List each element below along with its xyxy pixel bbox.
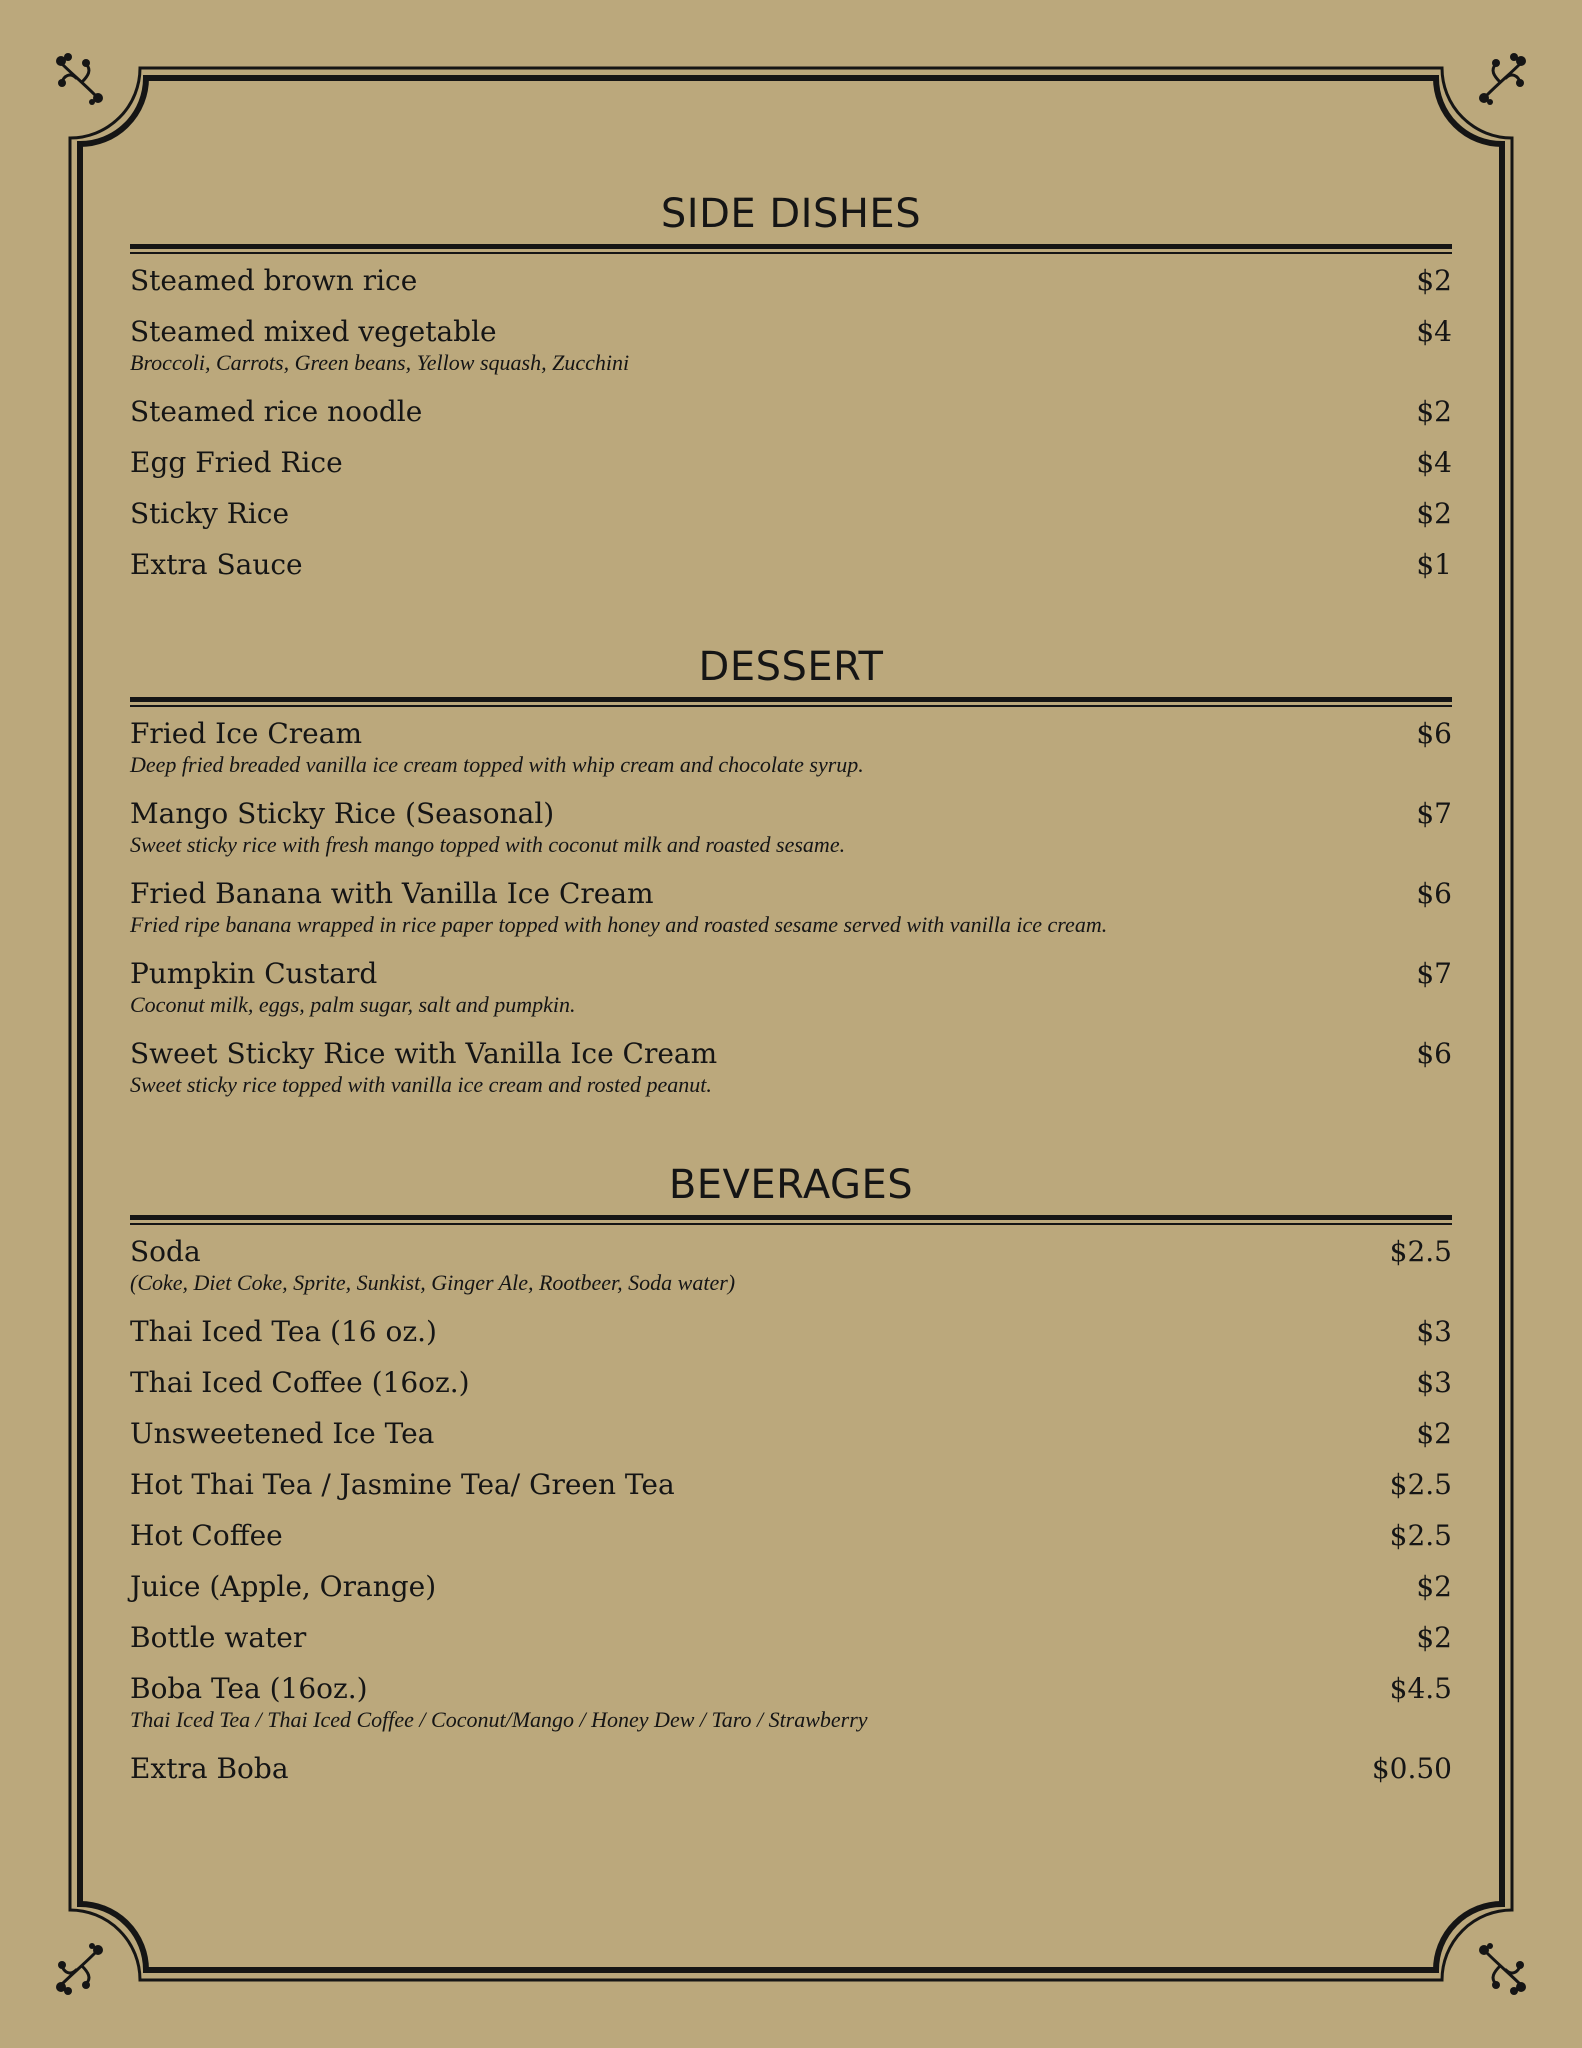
menu-item xyxy=(130,1417,1452,1450)
menu-item xyxy=(130,548,1452,581)
item-name: Steamed mixed vegetable xyxy=(130,315,497,348)
section-dessert xyxy=(130,643,1452,1099)
item-price: $2 xyxy=(1416,1417,1452,1450)
item-description: Fried ripe banana wrapped in rice paper topped with honey and roasted sesame served with vanilla ice cream. xyxy=(130,912,1108,937)
floral-corner-icon xyxy=(52,52,108,108)
item-price: $2.5 xyxy=(1389,1468,1452,1501)
menu-item xyxy=(130,877,1452,939)
item-name: Soda xyxy=(130,1235,201,1268)
item-description: (Coke, Diet Coke, Sprite, Sunkist, Ginger Ale, Rootbeer, Soda water) xyxy=(130,1270,736,1295)
item-price: $4 xyxy=(1416,446,1452,479)
item-price: $6 xyxy=(1416,1037,1452,1070)
item-name: Boba Tea (16oz.) xyxy=(130,1672,368,1705)
section-title: BEVERAGES xyxy=(668,1162,914,1208)
floral-corner-icon xyxy=(1474,52,1530,108)
item-description: Sweet sticky rice topped with vanilla ice cream and rosted peanut. xyxy=(130,1072,712,1097)
menu-item xyxy=(130,1315,1452,1348)
section-beverages xyxy=(130,1161,1452,1785)
menu-item xyxy=(130,1519,1452,1552)
item-description: Sweet sticky rice with fresh mango topped with coconut milk and roasted sesame. xyxy=(130,832,846,857)
item-name: Mango Sticky Rice (Seasonal) xyxy=(130,797,555,830)
item-name: Juice (Apple, Orange) xyxy=(130,1570,437,1603)
item-description: Deep fried breaded vanilla ice cream topped with whip cream and chocolate syrup. xyxy=(130,752,864,777)
item-name: Hot Coffee xyxy=(130,1519,283,1552)
item-price: $6 xyxy=(1416,717,1452,750)
item-name: Sweet Sticky Rice with Vanilla Ice Cream xyxy=(130,1037,718,1070)
item-price: $2 xyxy=(1416,264,1452,297)
menu-item xyxy=(130,315,1452,377)
menu-item xyxy=(130,1366,1452,1399)
item-description: Thai Iced Tea / Thai Iced Coffee / Coconut/Mango / Honey Dew / Taro / Strawberry xyxy=(130,1707,868,1732)
menu-item xyxy=(130,1570,1452,1603)
item-price: $6 xyxy=(1416,877,1452,910)
item-name: Fried Banana with Vanilla Ice Cream xyxy=(130,877,654,910)
item-description: Broccoli, Carrots, Green beans, Yellow squash, Zucchini xyxy=(130,350,630,375)
item-name: Unsweetened Ice Tea xyxy=(130,1417,435,1450)
section-divider xyxy=(130,1215,1452,1225)
item-price: $1 xyxy=(1416,548,1452,581)
section-title: DESSERT xyxy=(698,644,884,690)
menu-item xyxy=(130,1672,1452,1734)
item-name: Bottle water xyxy=(130,1621,307,1654)
floral-corner-icon xyxy=(52,1940,108,1996)
menu-item xyxy=(130,1752,1452,1785)
menu-item xyxy=(130,497,1452,530)
floral-corner-icon xyxy=(1474,1940,1530,1996)
item-name: Thai Iced Coffee (16oz.) xyxy=(130,1366,470,1399)
item-price: $2 xyxy=(1416,1621,1452,1654)
item-name: Steamed brown rice xyxy=(130,264,418,297)
section-divider xyxy=(130,244,1452,254)
menu-item xyxy=(130,717,1452,779)
item-price: $2 xyxy=(1416,497,1452,530)
item-name: Extra Sauce xyxy=(130,548,303,581)
item-price: $4 xyxy=(1416,315,1452,348)
item-name: Steamed rice noodle xyxy=(130,395,423,428)
item-price: $4.5 xyxy=(1389,1672,1452,1705)
item-name: Thai Iced Tea (16 oz.) xyxy=(130,1315,437,1348)
menu-item xyxy=(130,395,1452,428)
item-price: $0.50 xyxy=(1371,1752,1452,1785)
item-description: Coconut milk, eggs, palm sugar, salt and pumpkin. xyxy=(130,992,576,1017)
section-title: SIDE DISHES xyxy=(660,191,922,237)
menu-item xyxy=(130,446,1452,479)
menu-item xyxy=(130,1037,1452,1099)
item-name: Egg Fried Rice xyxy=(130,446,343,479)
menu-item xyxy=(130,1621,1452,1654)
item-price: $2.5 xyxy=(1389,1235,1452,1268)
item-price: $7 xyxy=(1416,957,1452,990)
section-side-dishes xyxy=(130,190,1452,581)
item-name: Sticky Rice xyxy=(130,497,290,530)
item-name: Hot Thai Tea / Jasmine Tea/ Green Tea xyxy=(130,1468,675,1501)
section-divider xyxy=(130,697,1452,707)
menu-item xyxy=(130,1235,1452,1297)
menu-content xyxy=(130,190,1452,1803)
menu-item xyxy=(130,957,1452,1019)
item-price: $2 xyxy=(1416,1570,1452,1603)
menu-item xyxy=(130,797,1452,859)
item-name: Extra Boba xyxy=(130,1752,289,1785)
item-price: $3 xyxy=(1416,1366,1452,1399)
item-price: $3 xyxy=(1416,1315,1452,1348)
item-name: Fried Ice Cream xyxy=(130,717,362,750)
menu-item xyxy=(130,1468,1452,1501)
item-price: $2 xyxy=(1416,395,1452,428)
item-price: $7 xyxy=(1416,797,1452,830)
item-price: $2.5 xyxy=(1389,1519,1452,1552)
menu-item xyxy=(130,264,1452,297)
item-name: Pumpkin Custard xyxy=(130,957,378,990)
